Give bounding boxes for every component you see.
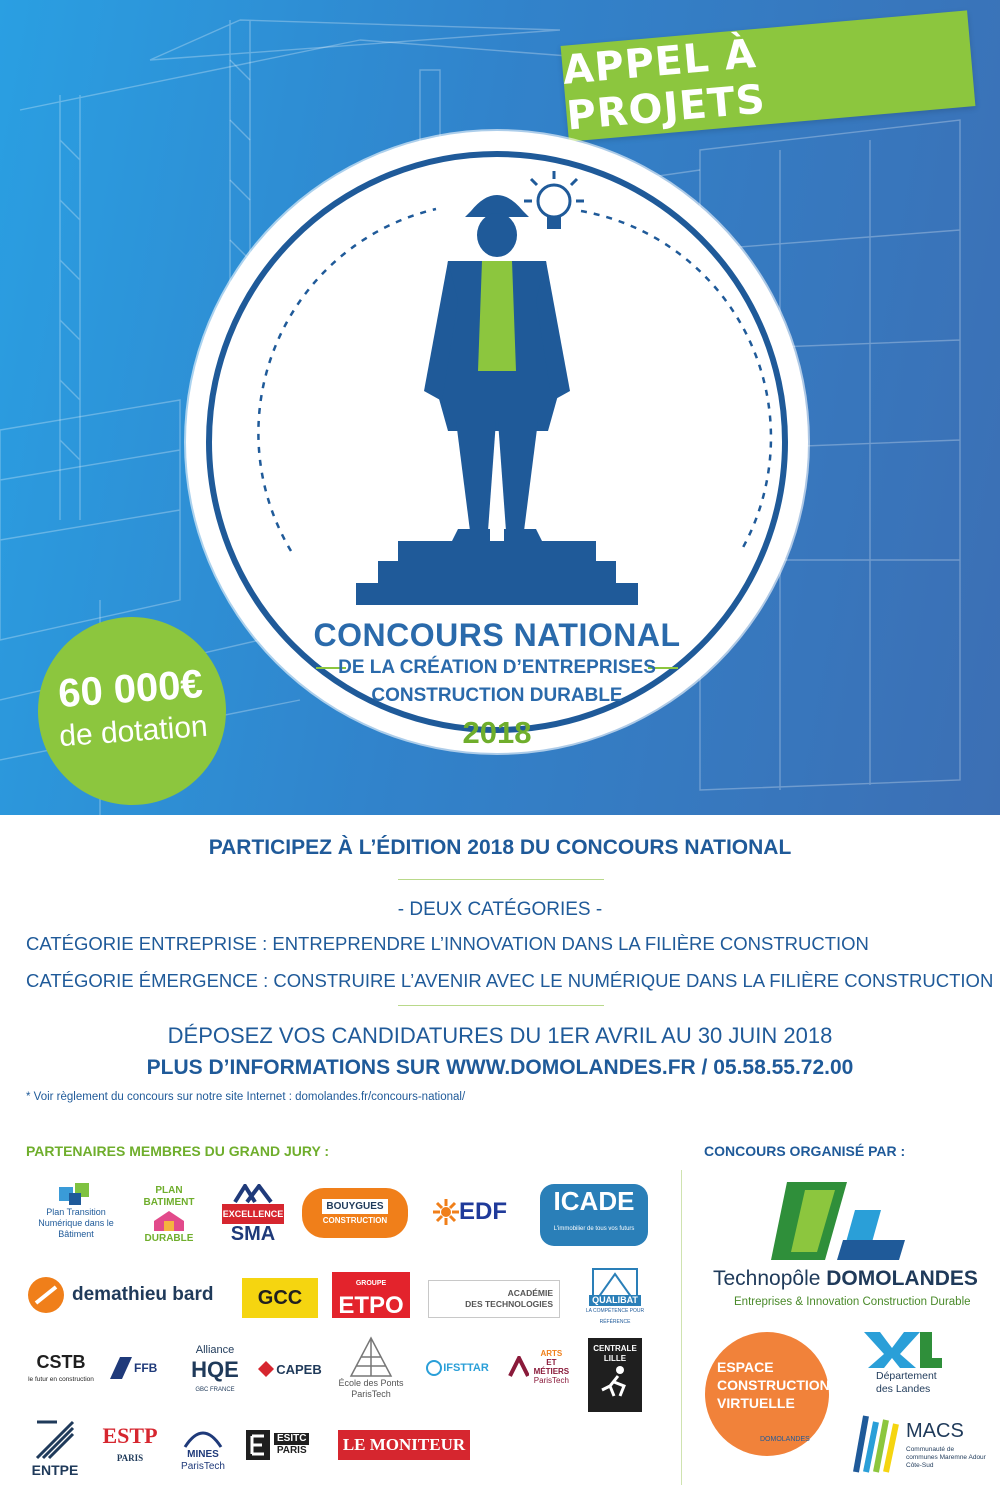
- logo-icade: [540, 1184, 648, 1246]
- icade-text: ICADE: [553, 1186, 635, 1216]
- esitc-text-group: [274, 1433, 309, 1457]
- contest-subtitle-1: DE LA CRÉATION D’ENTREPRISES: [338, 657, 656, 678]
- logo-bouygues: [302, 1188, 408, 1238]
- logo-entpe: [26, 1412, 84, 1484]
- dotation-label: de dotation: [58, 709, 209, 754]
- academie-text-2: DES TECHNOLOGIES: [465, 1299, 553, 1309]
- logo-ifsttar: [418, 1354, 496, 1382]
- moniteur-text: LE MONITEUR: [342, 1435, 466, 1454]
- esitc-e-icon: [246, 1430, 270, 1460]
- logo-demathieu-bard: [26, 1272, 226, 1318]
- ponts-text-2: ParisTech: [351, 1389, 391, 1399]
- banner-text: APPEL À PROJETS: [560, 31, 768, 140]
- logo-centrale-lille: [588, 1338, 642, 1412]
- macs-label: MACS: [906, 1420, 964, 1442]
- logo-ptnb: [26, 1180, 126, 1240]
- logo-alliance-hqe: [184, 1344, 246, 1396]
- house-icon: [152, 1209, 186, 1233]
- info-title: PARTICIPEZ À L’ÉDITION 2018 DU CONCOURS NATIONAL: [208, 836, 792, 859]
- qualibat-tagline: LA COMPÉTENCE POUR RÉFÉRENCE: [585, 1308, 645, 1325]
- bouygues-text-1: BOUYGUES: [322, 1199, 387, 1214]
- separator-1: [398, 879, 604, 880]
- esitc-text-2: PARIS: [276, 1445, 307, 1456]
- logo-gcc: [242, 1278, 318, 1318]
- category-emergence: CATÉGORIE ÉMERGENCE : CONSTRUIRE L’AVENIR AVEC LE NUMÉRIQUE DANS LA FILIÈRE CONSTRUCTION: [26, 970, 994, 991]
- rules-footnote: * Voir règlement du concours sur notre site Internet : domolandes.fr/concours-national/: [26, 1091, 466, 1103]
- ptnb-cubes-icon: [55, 1181, 97, 1207]
- technopole-tagline: Entreprises & Innovation Construction Durable: [734, 1296, 971, 1308]
- espace-text-1: ESPACE: [717, 1359, 774, 1375]
- hqe-text-3: GBC FRANCE: [195, 1387, 235, 1393]
- logo-ecole-des-ponts: [338, 1330, 404, 1406]
- macs-sub-label: Communauté de communes Maremne Adour Côte-Sud: [906, 1446, 986, 1469]
- category-entreprise: CATÉGORIE ENTREPRISE : ENTREPRENDRE L’INNOVATION DANS LA FILIÈRE CONSTRUCTION: [26, 933, 869, 954]
- centrale-text-2: LILLE: [603, 1354, 627, 1363]
- mines-text-1: MINES: [187, 1449, 219, 1460]
- estp-text-2: PARIS: [116, 1453, 144, 1463]
- edf-text: EDF: [459, 1198, 507, 1225]
- technopole-prefix: Technopôle: [713, 1267, 827, 1290]
- edf-star-icon: [433, 1199, 459, 1225]
- pbd-text-2: DURABLE: [144, 1233, 194, 1244]
- categories-heading: - DEUX CATÉGORIES -: [397, 899, 603, 920]
- sma-text-2: SMA: [230, 1223, 276, 1245]
- contest-subtitle-2: CONSTRUCTION DURABLE: [371, 685, 623, 706]
- contest-year: 2018: [462, 715, 532, 750]
- qualibat-building-icon: [592, 1268, 638, 1295]
- separator-2: [398, 1005, 604, 1006]
- entpe-emblem-icon: [33, 1418, 77, 1462]
- logo-le-moniteur: [338, 1430, 470, 1460]
- mines-text-2: ParisTech: [181, 1461, 225, 1472]
- logo-plan-batiment-durable: [133, 1182, 205, 1248]
- qualibat-text: QUALIBAT: [589, 1295, 641, 1306]
- gcc-text: GCC: [257, 1286, 303, 1309]
- logo-qualibat: [584, 1268, 646, 1328]
- etpo-group-text: GROUPE: [355, 1280, 387, 1287]
- logo-arts-et-metiers: [508, 1350, 574, 1384]
- contest-medallion: [186, 131, 808, 753]
- etpo-text: ETPO: [338, 1292, 404, 1318]
- centrale-runner-icon: [598, 1364, 632, 1398]
- landes-text-1: Département: [876, 1370, 937, 1382]
- ponts-text-1: École des Ponts: [338, 1378, 404, 1388]
- macs-stripes-icon: [852, 1412, 904, 1476]
- landes-text-2: des Landes: [876, 1383, 931, 1395]
- more-info-link[interactable]: PLUS D’INFORMATIONS SUR WWW.DOMOLANDES.FR / 05.58.55.72.00: [146, 1056, 854, 1079]
- hqe-text-2: HQE: [191, 1357, 239, 1382]
- ifsttar-globe-icon: [425, 1359, 443, 1377]
- espace-text-3: VIRTUELLE: [717, 1395, 795, 1411]
- dotation-amount: 60 000€: [56, 662, 205, 717]
- arts-emblem-icon: [508, 1356, 529, 1378]
- sma-text-1: EXCELLENCE: [222, 1204, 284, 1224]
- capeb-text: CAPEB: [276, 1361, 322, 1377]
- technopole-name: [713, 1267, 978, 1291]
- logo-esitc: [246, 1420, 326, 1470]
- ffb-text: FFB: [134, 1361, 158, 1375]
- espace-text-2: CONSTRUCTION: [717, 1377, 830, 1393]
- logo-ffb: [108, 1350, 180, 1386]
- ifsttar-text: IFSTTAR: [443, 1362, 489, 1374]
- logo-mines-paristech: [172, 1418, 234, 1478]
- logo-cstb: [26, 1350, 96, 1392]
- logo-sma: [222, 1178, 284, 1250]
- arts-text-2: ET MÉTIERS: [533, 1358, 570, 1376]
- ptnb-text: Plan Transition Numérique dans le Bâtiment: [38, 1206, 114, 1239]
- entpe-text: ENTPE: [31, 1462, 79, 1478]
- hqe-text-1: Alliance: [195, 1344, 235, 1356]
- logo-capeb: [254, 1352, 324, 1386]
- arts-text-group: [529, 1350, 574, 1384]
- estp-text-1: ESTP: [102, 1423, 158, 1448]
- lightbulb-icon: [524, 171, 584, 229]
- capeb-emblem-icon: [256, 1359, 276, 1379]
- arts-text-3: ParisTech: [533, 1376, 569, 1384]
- espace-sub-label: DOMOLANDES: [760, 1436, 810, 1443]
- sma-emblem-icon: [233, 1184, 273, 1204]
- contest-title: CONCOURS NATIONAL: [313, 617, 681, 653]
- vertical-separator: [681, 1170, 682, 1485]
- demathieu-emblem-icon: [26, 1275, 66, 1315]
- bouygues-text-2: CONSTRUCTION: [322, 1216, 388, 1225]
- ffb-emblem-icon: [108, 1355, 134, 1381]
- centrale-text-1: CENTRALE: [593, 1344, 637, 1353]
- deposit-dates: DÉPOSEZ VOS CANDIDATURES DU 1ER AVRIL AU 30 JUIN 2018: [167, 1023, 833, 1048]
- partners-heading: PARTENAIRES MEMBRES DU GRAND JURY :: [26, 1143, 330, 1159]
- pbd-text-1: PLAN BATIMENT: [143, 1185, 195, 1208]
- cstb-tagline: le futur en construction: [28, 1376, 94, 1383]
- technopole-domolandes: DOMOLANDES: [826, 1267, 978, 1290]
- demathieu-text: demathieu bard: [72, 1284, 214, 1305]
- landes-xl-logo-icon: [862, 1330, 942, 1370]
- logo-estp: [96, 1422, 164, 1472]
- esitc-text-1: ESITC: [274, 1433, 309, 1445]
- academie-text-1: ACADÉMIE: [507, 1288, 553, 1298]
- cstb-text: CSTB: [36, 1352, 86, 1372]
- logo-edf: [422, 1192, 518, 1232]
- arts-text-1: ARTS: [540, 1350, 563, 1358]
- icade-tagline: L'immobilier de tous vos futurs: [553, 1226, 635, 1232]
- organizers-heading: CONCOURS ORGANISÉ PAR :: [704, 1143, 906, 1159]
- landes-department-label: [876, 1370, 937, 1396]
- logo-etpo: [332, 1272, 410, 1318]
- ponts-triangle-icon: [349, 1336, 393, 1378]
- logo-academie-technologies: [428, 1280, 560, 1318]
- mines-swoosh-icon: [183, 1423, 223, 1449]
